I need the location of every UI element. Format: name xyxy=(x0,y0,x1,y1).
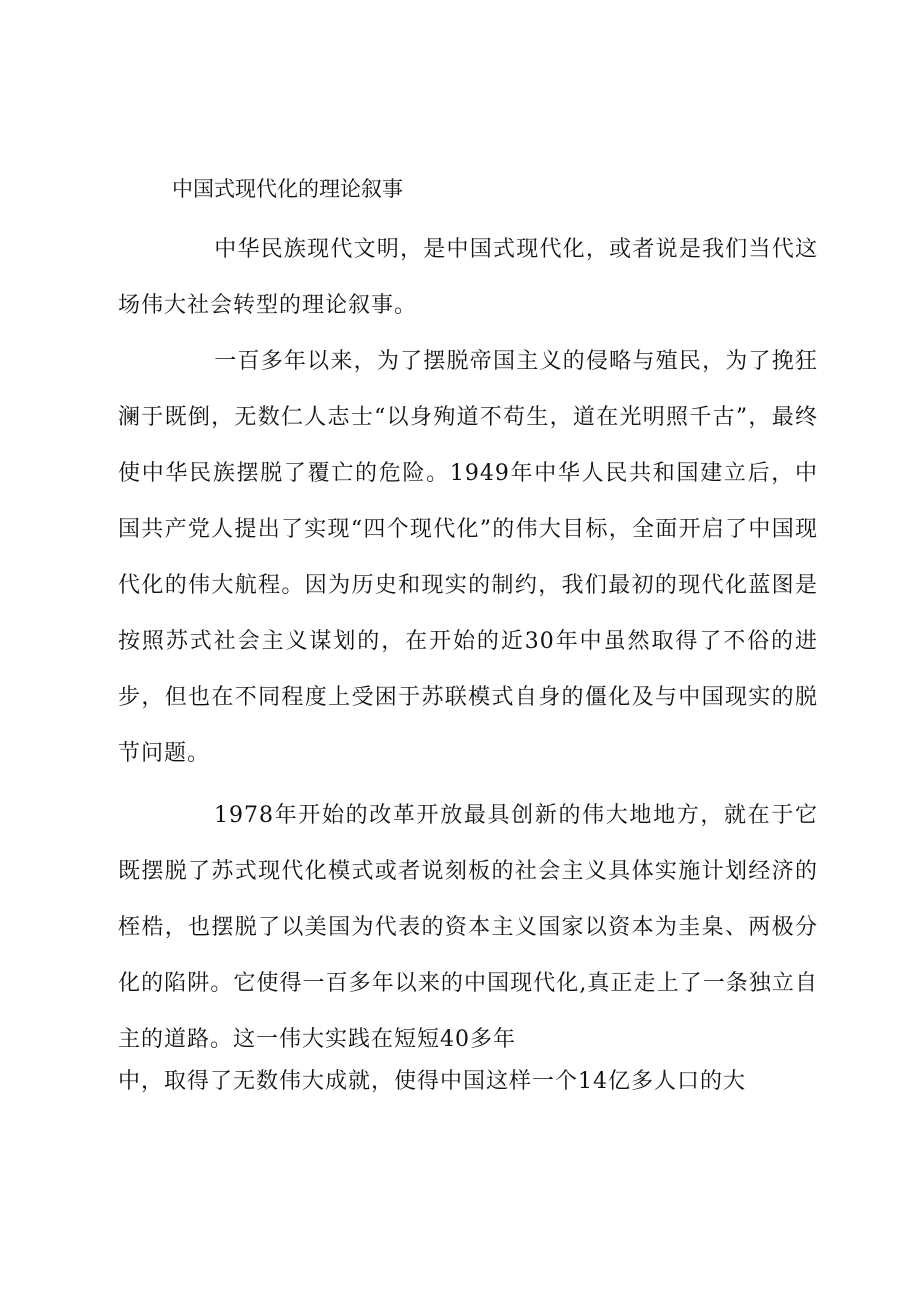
paragraph-3-text: 1978年开始的改革开放最具创新的伟大地地方，就在于它既摆脱了苏式现代化模式或者说刻板的社会主义具体实施计划经济的桎梏，也摆脱了以美国为代表的资本主义国家以资本为圭臬、两极分化的陷阱。它使得一百多年以来的中国现代化,真正走上了一条独立自主的道路。这一伟大实践在短短40多年 xyxy=(118,803,818,1052)
trailing-line: 中，取得了无数伟大成就，使得中国这样一个14亿多人口的大 xyxy=(118,1069,746,1094)
paragraph-1 xyxy=(118,222,818,334)
paragraph-2 xyxy=(118,334,818,782)
document-title: 中国式现代化的理论叙事 xyxy=(172,177,403,201)
paragraph-3 xyxy=(118,788,818,1068)
paragraph-2-text: 一百多年以来，为了摆脱帝国主义的侵略与殖民，为了挽狂澜于既倒，无数仁人志士“以身殉道不苟生，道在光明照千古”，最终使中华民族摆脱了覆亡的危险。1949年中华人民共和国建立后，中国共产党人提出了实现“四个现代化”的伟大目标，全面开启了中国现代化的伟大航程。因为历史和现实的制约，我们最初的现代化蓝图是按照苏式社会主义谋划的，在开始的近30年中虽然取得了不俗的进步，但也在不同程度上受困于苏联模式自身的僵化及与中国现实的脱节问题。 xyxy=(118,349,818,766)
paragraph-1-text: 中华民族现代文明，是中国式现代化，或者说是我们当代这场伟大社会转型的理论叙事。 xyxy=(118,237,818,318)
